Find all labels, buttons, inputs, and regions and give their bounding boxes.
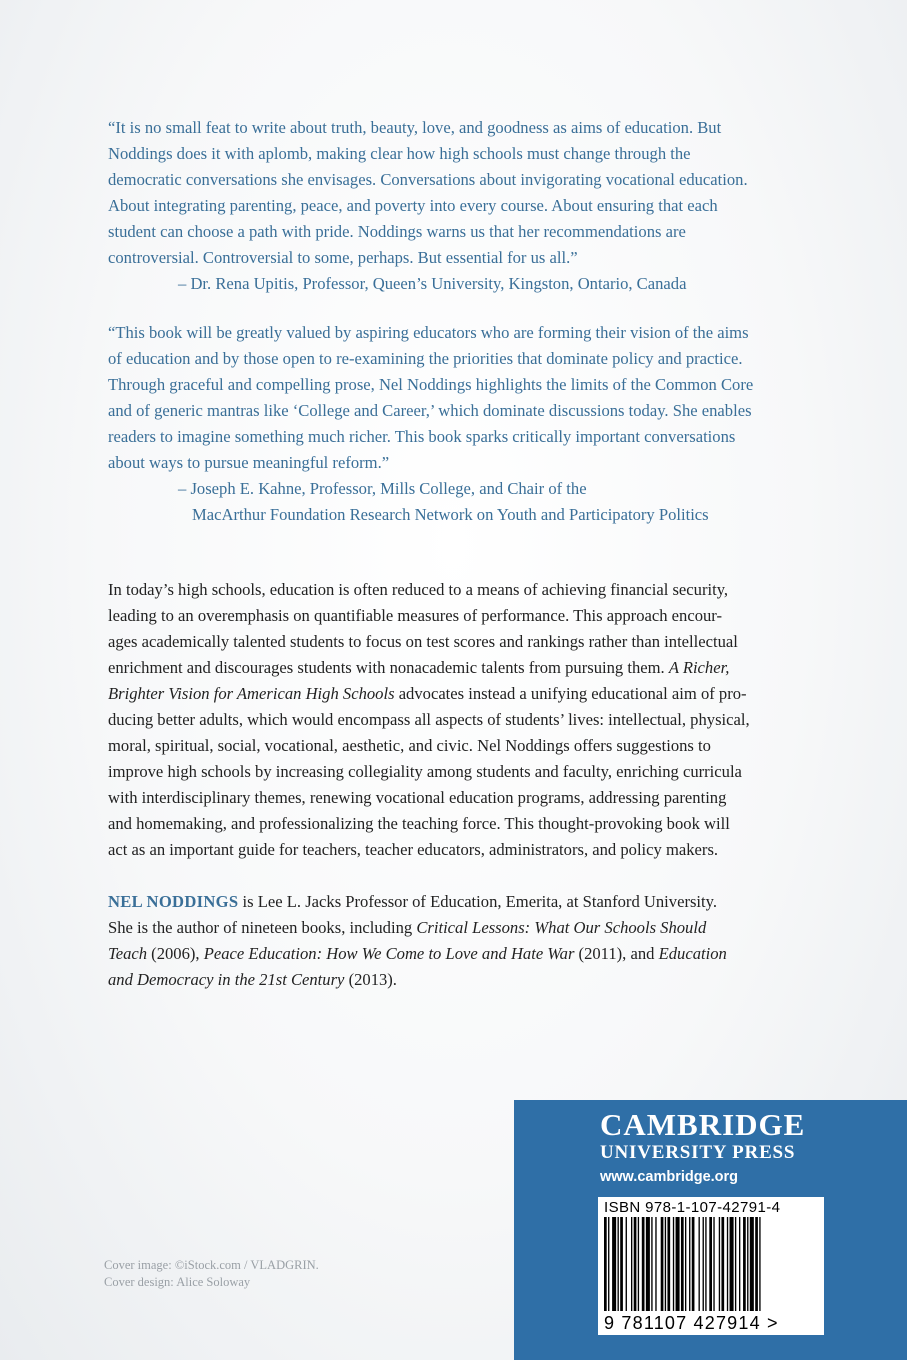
- barcode-bar: [642, 1217, 645, 1311]
- cover-credits: [104, 1257, 319, 1291]
- barcode-bar: [759, 1217, 760, 1311]
- barcode-bar: [661, 1217, 664, 1311]
- cover-image-credit: Cover image: ©iStock.com / VLADGRIN.: [104, 1258, 319, 1272]
- quote-line: and of generic mantras like ‘College and Career,’ which dominate discussions today. She enables: [108, 401, 752, 420]
- book-description: [108, 577, 808, 863]
- quote-line: about ways to pursue meaningful reform.”: [108, 453, 390, 472]
- barcode-digits: 9 781107 427914 >: [604, 1313, 779, 1333]
- book-title: Brighter Vision for American High Schools: [108, 684, 395, 703]
- isbn-barcode: [598, 1197, 824, 1335]
- book-title: Teach: [108, 944, 148, 963]
- bio-text: (2013).: [344, 970, 397, 989]
- book-title: and Democracy in the 21st Century: [108, 970, 345, 989]
- quote-line: readers to imagine something much richer. This book sparks critically important conversations: [108, 427, 736, 446]
- quote-line: Noddings does it with aplomb, making clear how high schools must change through the: [108, 144, 691, 163]
- quote-attribution: MacArthur Foundation Research Network on Youth and Participatory Politics: [192, 505, 709, 524]
- bio-line: [108, 915, 808, 941]
- barcode-bar: [719, 1217, 720, 1311]
- barcode-bar: [699, 1217, 700, 1311]
- bio-line: [108, 889, 808, 915]
- barcode-bar: [638, 1217, 639, 1311]
- barcode-bar: [631, 1217, 632, 1311]
- barcode-bar: [681, 1217, 684, 1311]
- barcode-bar: [703, 1217, 704, 1311]
- barcode-bar: [755, 1217, 758, 1311]
- book-title: Critical Lessons: What Our Schools Should: [416, 918, 707, 937]
- quote-attribution: – Dr. Rena Upitis, Professor, Queen’s University, Kingston, Ontario, Canada: [178, 274, 687, 293]
- quote-line: “It is no small feat to write about truth, beauty, love, and goodness as aims of education. But: [108, 118, 722, 137]
- barcode-bar: [646, 1217, 650, 1311]
- barcode-bar: [705, 1217, 706, 1311]
- cover-design-credit: Cover design: Alice Soloway: [104, 1275, 251, 1289]
- description-text: advocates instead a unifying educational aim of pro-: [394, 684, 747, 703]
- description-line: with interdisciplinary themes, renewing vocational education programs, addressing parenting: [108, 788, 727, 807]
- barcode-bar: [743, 1217, 746, 1311]
- barcode-bar: [747, 1217, 748, 1311]
- barcode-bar: [721, 1217, 724, 1311]
- barcode-bar: [673, 1217, 674, 1311]
- endorsement-quote-2: [108, 320, 808, 528]
- bio-line: [108, 967, 808, 993]
- barcode-bar: [665, 1217, 666, 1311]
- description-line: improve high schools by increasing collegiality among students and faculty, enriching curricula: [108, 762, 742, 781]
- description-line: and homemaking, and professionalizing the teaching force. This thought-provoking book will: [108, 814, 730, 833]
- publisher-block: [514, 1100, 907, 1360]
- isbn-label: ISBN 978-1-107-42791-4: [604, 1199, 781, 1216]
- description-line: moral, spiritual, social, vocational, aesthetic, and civic. Nel Noddings offers suggestions to: [108, 736, 711, 755]
- barcode-bar: [604, 1217, 607, 1311]
- publisher-name: CAMBRIDGE: [600, 1107, 806, 1142]
- barcode-bar: [634, 1217, 637, 1311]
- barcode-bar: [608, 1217, 609, 1311]
- book-title: A Richer,: [668, 658, 730, 677]
- bio-text: She is the author of nineteen books, including: [108, 918, 417, 937]
- quote-line: controversial. Controversial to some, perhaps. But essential for us all.”: [108, 248, 578, 267]
- quote-line: student can choose a path with pride. Noddings warns us that her recommendations are: [108, 222, 686, 241]
- barcode-bar: [655, 1217, 656, 1311]
- barcode-bar: [727, 1217, 728, 1311]
- bio-text: is Lee L. Jacks Professor of Education, Emerita, at Stanford University.: [238, 892, 718, 911]
- bio-line: [108, 941, 808, 967]
- barcode-bar: [620, 1217, 623, 1311]
- barcode-bar: [750, 1217, 754, 1311]
- author-bio: [108, 889, 808, 993]
- barcode-bar: [689, 1217, 690, 1311]
- barcode-icon: [602, 1217, 820, 1313]
- publisher-subname: UNIVERSITY PRESS: [600, 1142, 796, 1163]
- author-name: NEL NODDINGS: [108, 892, 239, 911]
- description-line: [108, 681, 808, 707]
- book-title: Peace Education: How We Come to Love and Hate War: [203, 944, 575, 963]
- description-line: act as an important guide for teachers, teacher educators, administrators, and policy makers.: [108, 840, 719, 859]
- quote-line: of education and by those open to re-examining the priorities that dominate policy and practice.: [108, 349, 743, 368]
- barcode-bar: [676, 1217, 680, 1311]
- barcode-bar: [685, 1217, 686, 1311]
- quote-line: democratic conversations she envisages. Conversations about invigorating vocational education.: [108, 170, 748, 189]
- barcode-bar: [739, 1217, 740, 1311]
- barcode-bar: [713, 1217, 714, 1311]
- description-line: [108, 655, 808, 681]
- barcode-bar: [612, 1217, 616, 1311]
- quote-line: Through graceful and compelling prose, Nel Noddings highlights the limits of the Common Core: [108, 375, 754, 394]
- barcode-bar: [692, 1217, 695, 1311]
- barcode-bar: [626, 1217, 627, 1311]
- barcode-bar: [667, 1217, 670, 1311]
- quote-line: About integrating parenting, peace, and poverty into every course. About ensuring that each: [108, 196, 718, 215]
- bio-text: (2006),: [147, 944, 204, 963]
- endorsement-quote-1: [108, 115, 808, 297]
- barcode-bar: [730, 1217, 734, 1311]
- publisher-url: www.cambridge.org: [600, 1169, 739, 1185]
- barcode-bar: [735, 1217, 736, 1311]
- description-line: leading to an overemphasis on quantifiable measures of performance. This approach encour-: [108, 606, 723, 625]
- description-line: ducing better adults, which would encompass all aspects of students’ lives: intellectual, physical,: [108, 710, 750, 729]
- barcode-bar: [651, 1217, 652, 1311]
- description-text: enrichment and discourages students with nonacademic talents from pursuing them.: [108, 658, 669, 677]
- quote-attribution: – Joseph E. Kahne, Professor, Mills College, and Chair of the: [178, 479, 587, 498]
- bio-text: (2011), and: [574, 944, 659, 963]
- quote-line: “This book will be greatly valued by aspiring educators who are forming their vision of the aims: [108, 323, 749, 342]
- description-line: ages academically talented students to focus on test scores and rankings rather than intellectual: [108, 632, 738, 651]
- barcode-bar: [709, 1217, 712, 1311]
- description-line: In today’s high schools, education is often reduced to a means of achieving financial security,: [108, 580, 729, 599]
- book-title: Education: [658, 944, 727, 963]
- barcode-bar: [618, 1217, 619, 1311]
